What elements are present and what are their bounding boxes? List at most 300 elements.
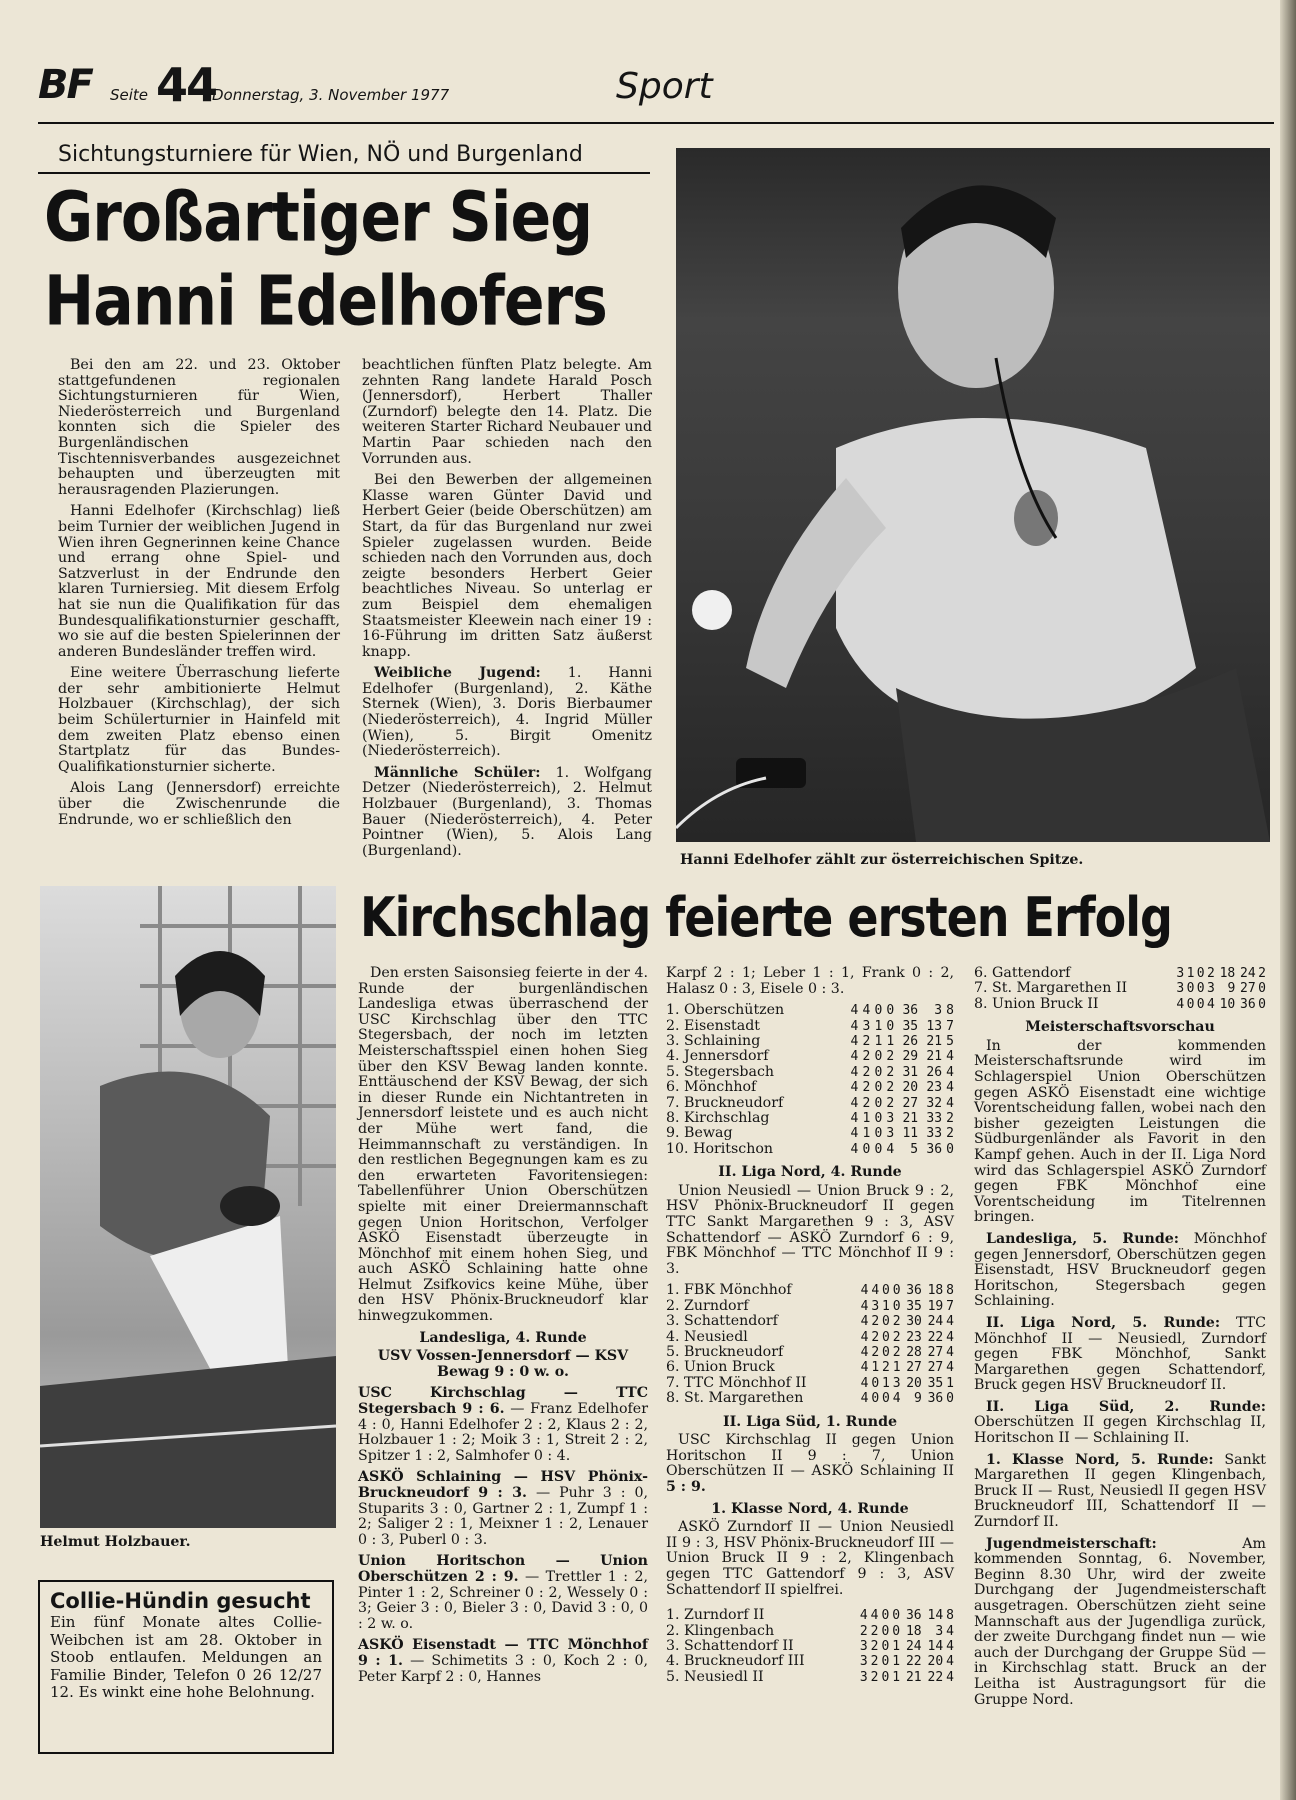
stat-cell: 4 <box>860 1283 869 1299</box>
stat-cell: 2 <box>870 1639 879 1654</box>
table-row <box>666 1299 954 1314</box>
stat-cell: 0 <box>871 1391 880 1407</box>
stat-cell: 0 <box>882 1329 890 1345</box>
stat-cell: 0 <box>874 1049 883 1065</box>
match-result <box>358 1349 648 1380</box>
stat-cell: 2 <box>870 1669 879 1685</box>
stat-cell: 33 <box>926 1111 943 1127</box>
stat-cell: 1 <box>892 1639 901 1654</box>
table-row <box>666 1003 954 1018</box>
results-maennlich-text: 1. Wolfgang Detzer (Niederösterreich), 2. Helmut Holzbauer (Burgenland), 3. Thomas Bauer (Niederösterreich), 4. Peter Pointner (Wien), 5. Alois Lang (Burgenland). <box>362 764 653 859</box>
stat-cell: 0 <box>874 1003 883 1019</box>
stat-cell: 36 <box>926 1141 943 1157</box>
stat-cell: 0 <box>874 1111 883 1127</box>
stat-cell: 2 <box>892 1329 901 1345</box>
article2-intro: Den ersten Saisonsieg feierte in der 4. Runde der burgenländischen Landesliga etwas überraschend der USC Kirchschlag über den TTC Stegersbach, der noch im letzten Meisterschaftsspiel einen hohen Sieg über den KSV Bewag landen konnte. Enttäuschend der KSV Bewag, der sich in dieser Runde ein Nichtantreten in Jennersdorf leistete und es auch nicht der Mühe wert fand, die Heimmannschaft zu verständigen. In den restlichen Begegnungen kam es zu den erwarteten Favoritensiegen: Tabellenführer Union Oberschützen spielte mit einer Dreiermannschaft gegen Union Horitschon, Verfolger ASKÖ Eisenstadt überzeugte in Mönchhof mit einem hohen Sieg, und auch ASKÖ Schlaining hatte ohne Helmut Zsifkovics keine Mühe, über den HSV Phönix-Bruckneudorf klar hinwegzukommen. <box>358 965 648 1325</box>
page-number: 44 <box>156 58 217 112</box>
stat-cell: 4 <box>946 1639 954 1654</box>
stat-cell: 4 <box>850 1034 859 1049</box>
stat-cell: 21 <box>926 1034 943 1049</box>
stat-cell: 0 <box>881 1654 890 1670</box>
team-name-cell: 7. TTC Mönchhof II <box>666 1374 807 1391</box>
preview-lead: 1. Klasse Nord, 5. Runde: <box>986 1451 1214 1468</box>
article2-column-c <box>974 966 1266 1714</box>
preview-lead: Landesliga, 5. Runde: <box>986 1230 1180 1247</box>
stat-cell: 7 <box>946 1298 954 1314</box>
article1-paragraph: Eine weitere Überraschung lieferte der sehr ambitionierte Helmut Holzbauer (Kirchschlag), der sich beim Schülerturnier in Hainfeld mit dem zweiten Platz ebenso einen Startplatz für das Bundes-Qualifikationsturnier sicherte. <box>58 665 340 775</box>
stat-cell: 4 <box>850 1003 859 1019</box>
stat-cell: 2 <box>892 1314 901 1330</box>
stat-cell: 9 <box>1227 981 1236 997</box>
article1-paragraph: Hanni Edelhofer (Kirchschlag) ließ beim Turnier der weiblichen Jugend in Wien ihren Gegnerinnen keine Chance und errang ohne Spiel- und Satzverlust in der Endrunde den klaren Turniersieg. Mit diesem Erfolg hat sie nun die Qualifikation für das Bundesqualifikationsturnier geschafft, wo sie auf die besten Spielerinnen der anderen Bundesländer treffen wird. <box>58 503 340 660</box>
stat-cell: 0 <box>892 1283 901 1299</box>
stat-cell: 0 <box>1186 996 1195 1012</box>
section-title: Sport <box>616 66 713 107</box>
stat-cell: 35 <box>902 1018 919 1034</box>
stat-cell: 26 <box>902 1034 919 1049</box>
article1-paragraph: Alois Lang (Jennersdorf) erreichte über die Zwischenrunde die Endrunde, wo er schließlich den <box>58 780 340 828</box>
table-row <box>666 1049 954 1064</box>
match-lead: USC Kirchschlag — TTC Stegersbach 9 : 6. <box>358 1385 648 1418</box>
table-row <box>666 1034 954 1049</box>
stat-cell: 4 <box>859 1608 868 1624</box>
team-name-cell: 4. Neusiedl <box>666 1328 748 1345</box>
article1-column-2 <box>362 358 652 865</box>
stat-cell: 1 <box>1186 966 1195 981</box>
table-row <box>666 1330 954 1345</box>
stat-cell: 2 <box>946 1126 954 1142</box>
table-row <box>666 1670 954 1685</box>
classified-text: Ein fünf Monate altes Collie-Weibchen ist am 28. Oktober in Stoob entlaufen. Meldungen an Familie Binder, Telefon 0 26 12/27 12. Es winkt eine hohe Belohnung. <box>50 1613 322 1701</box>
stat-cell: 18 <box>927 1283 944 1299</box>
stat-cell: 0 <box>1186 981 1195 997</box>
stat-cell: 9 <box>914 1391 922 1407</box>
stat-cell: 29 <box>902 1049 919 1065</box>
stat-cell: 4 <box>946 1314 954 1330</box>
stat-cell: 4 <box>871 1283 880 1299</box>
stat-cell: 36 <box>902 1003 919 1019</box>
stat-cell: 4 <box>850 1111 859 1127</box>
table-row <box>666 1639 954 1654</box>
stat-cell: 4 <box>850 1095 859 1111</box>
article1-headline-line2: Hanni Edelhofers <box>44 262 607 342</box>
stat-cell: 2 <box>886 1049 895 1065</box>
match-result <box>358 1554 648 1632</box>
stat-cell: 4 <box>870 1608 879 1624</box>
stat-cell: 14 <box>927 1608 944 1624</box>
stat-cell: 31 <box>902 1064 919 1080</box>
stat-cell: 23 <box>926 1080 943 1096</box>
match-lead: USV Vossen-Jennersdorf — KSV Bewag 9 : 0 w. o. <box>377 1348 629 1380</box>
stat-cell: 4 <box>860 1345 869 1361</box>
stat-cell: 4 <box>860 1375 869 1391</box>
stat-cell: 21 <box>926 1049 943 1065</box>
article1-headline-line1: Großartiger Sieg <box>44 178 593 258</box>
results-maennlich <box>362 766 652 860</box>
stat-cell: 22 <box>927 1329 944 1345</box>
stat-cell: 27 <box>927 1360 944 1376</box>
stat-cell: 4 <box>850 1141 859 1157</box>
stat-cell: 2 <box>870 1623 879 1639</box>
player2-illustration <box>40 886 336 1528</box>
table-row <box>666 1314 954 1329</box>
article2-column-a <box>358 966 648 1691</box>
preview-item <box>974 1400 1266 1447</box>
stat-cell: 1 <box>892 1669 901 1685</box>
stat-cell: 2 <box>886 1095 895 1111</box>
team-name-cell: 6. Union Bruck <box>666 1359 775 1376</box>
stat-cell: 1 <box>946 1375 954 1391</box>
stat-cell: 30 <box>906 1314 922 1330</box>
preview-text: Oberschützen II gegen Kirchschlag II, Horitschon II — Schlaining II. <box>974 1414 1266 1447</box>
stat-cell: 28 <box>906 1345 922 1361</box>
stat-cell: 0 <box>881 1639 890 1654</box>
stat-cell: 18 <box>905 1623 922 1639</box>
masthead-rule <box>38 122 1274 124</box>
team-name-cell: 3. Schattendorf II <box>666 1638 794 1654</box>
stat-cell: 4 <box>860 1329 869 1345</box>
stat-cell: 1 <box>874 1034 883 1049</box>
team-name-cell: 6. Mönchhof <box>666 1079 757 1096</box>
stat-cell: 0 <box>881 1608 890 1624</box>
table-klasse-nord-b <box>974 966 1266 1012</box>
match-result <box>358 1386 648 1464</box>
stat-cell: 4 <box>946 1623 954 1639</box>
preview-lead: II. Liga Nord, 5. Runde: <box>986 1314 1221 1331</box>
stat-cell: 0 <box>874 1141 883 1157</box>
preview-text: Am kommenden Sonntag, 6. November, Beginn 8.30 Uhr, wird der zweite Durchgang der Jugendmeisterschaft ausgetragen. Oberschützen zieht seine Mannschaft aus der Jugendliga zurück, der zweite Durchgang findet nun — wie auch der Durchgang der Gruppe Süd — in Kirchschlag statt. Bruck an der Leitha ist Austragungsort für die Gruppe Nord. <box>974 1535 1266 1708</box>
photo1-caption: Hanni Edelhofer zählt zur österreichischen Spitze. <box>680 852 1084 868</box>
table-row <box>666 1654 954 1669</box>
stat-cell: 0 <box>871 1375 880 1391</box>
stat-cell: 1 <box>871 1360 880 1376</box>
seite-label: Seite <box>110 86 149 104</box>
stat-cell: 2 <box>946 1111 954 1127</box>
table-klasse-nord-a <box>666 1608 954 1685</box>
photo2-caption: Helmut Holzbauer. <box>40 1534 191 1550</box>
stat-cell: 2 <box>886 1080 895 1096</box>
stat-cell: 2 <box>871 1329 880 1345</box>
stat-cell: 0 <box>1196 981 1205 997</box>
stat-cell: 27 <box>927 1345 944 1361</box>
match-continued: Karpf 2 : 1; Leber 1 : 1, Frank 0 : 2, Halasz 0 : 3, Eisele 0 : 3. <box>666 965 954 997</box>
stat-cell: 4 <box>850 1126 859 1142</box>
stat-cell: 5 <box>946 1034 954 1049</box>
table-row <box>666 1345 954 1360</box>
stat-cell: 0 <box>886 1018 895 1034</box>
page-edge-shadow <box>1280 0 1296 1800</box>
article2-column-b <box>666 966 954 1693</box>
stat-cell: 4 <box>946 1345 954 1361</box>
stat-cell: 21 <box>905 1669 922 1685</box>
stat-cell: 21 <box>902 1111 919 1127</box>
match-text: — Puhr 3 : 0, Stuparits 3 : 0, Gartner 2 : 1, Zumpf 1 : 2; Saliger 2 : 1, Meixner 1 : 2, Lenauer 0 : 3, Puberl 0 : 3. <box>358 1485 648 1548</box>
stat-cell: 4 <box>860 1391 869 1407</box>
stat-cell: 0 <box>886 1003 895 1019</box>
table-row <box>974 981 1266 996</box>
table-row <box>666 1283 954 1298</box>
stat-cell: 14 <box>927 1639 944 1654</box>
stat-cell: 0 <box>882 1283 890 1299</box>
table-row <box>974 966 1266 981</box>
stat-cell: 2 <box>886 1064 895 1080</box>
stat-cell: 0 <box>1258 981 1266 997</box>
table-landesliga <box>666 1003 954 1157</box>
preview-item <box>974 1232 1266 1310</box>
stat-cell: 3 <box>1176 966 1185 981</box>
stat-cell: 27 <box>1240 981 1256 997</box>
preview-lead: II. Liga Süd, 2. Runde: <box>986 1398 1266 1415</box>
liga-nord-results: Union Neusiedl — Union Bruck 9 : 2, HSV Phönix-Bruckneudorf II gegen TTC Sankt Margarethen 9 : 3, ASV Schattendorf — ASKÖ Zurndorf 6 : 9, FBK Mönchhof — TTC Mönchhof II 9 : 3. <box>666 1182 954 1277</box>
stat-cell: 5 <box>910 1141 919 1157</box>
match-result <box>358 1470 648 1548</box>
stat-cell: 2 <box>892 1345 901 1361</box>
team-name-cell: 9. Bewag <box>666 1125 733 1142</box>
paper-logo: BF <box>38 62 92 108</box>
stat-cell: 0 <box>1196 996 1205 1012</box>
table-row <box>666 1065 954 1080</box>
stat-cell: 0 <box>946 1141 954 1157</box>
stat-cell: 3 <box>859 1654 868 1670</box>
stat-cell: 3 <box>886 1111 895 1127</box>
stat-cell: 0 <box>1196 966 1205 981</box>
team-name-cell: 10. Horitschon <box>666 1140 774 1157</box>
liga-sued-score: 5 : 9. <box>666 1479 706 1496</box>
table-row <box>666 1080 954 1095</box>
team-name-cell: 8. Kirchschlag <box>666 1110 770 1127</box>
stat-cell: 4 <box>850 1049 859 1065</box>
stat-cell: 2 <box>871 1314 880 1330</box>
team-name-cell: 5. Bruckneudorf <box>666 1344 784 1361</box>
classified-title: Collie-Hündin gesucht <box>50 1589 311 1613</box>
stat-cell: 36 <box>1240 996 1256 1012</box>
stat-cell: 0 <box>892 1623 901 1639</box>
stat-cell: 10 <box>1219 996 1236 1012</box>
stat-cell: 0 <box>882 1391 890 1407</box>
table-row <box>666 1126 954 1141</box>
stat-cell: 4 <box>946 1049 954 1065</box>
stat-cell: 2 <box>862 1049 871 1065</box>
stat-cell: 1 <box>886 1034 895 1049</box>
stat-cell: 24 <box>905 1639 922 1654</box>
team-name-cell: 4. Bruckneudorf III <box>666 1653 805 1670</box>
results-weiblich-text: 1. Hanni Edelhofer (Burgenland), 2. Käthe Sternek (Wien), 3. Doris Bierbaumer (Niederösterreich), 4. Ingrid Müller (Wien), 5. Birgit Omenitz (Niederösterreich). <box>362 665 653 760</box>
table-row <box>666 1111 954 1126</box>
player-illustration <box>676 148 1270 842</box>
team-name-cell: 2. Zurndorf <box>666 1297 749 1314</box>
stat-cell: 0 <box>1258 996 1266 1012</box>
stat-cell: 0 <box>874 1126 883 1142</box>
stat-cell: 2 <box>870 1654 879 1670</box>
stat-cell: 11 <box>902 1126 919 1142</box>
stat-cell: 3 <box>871 1298 880 1314</box>
stat-cell: 0 <box>882 1345 890 1361</box>
table-row <box>666 1019 954 1034</box>
preview-item <box>974 1316 1266 1394</box>
stat-cell: 3 <box>892 1375 901 1391</box>
stat-cell: 3 <box>859 1639 868 1654</box>
article1-paragraph: Bei den Bewerben der allgemeinen Klasse waren Günter David und Herbert Geier (beide Oberschützen) am Start, da für das Burgenland nur zwei Spieler zugelassen wurden. Beide schieden nach den Vorrunden aus, doch zeigte besonders Herbert Geier beachtliches Niveau. So unterlag er zum Beispiel dem ehemaligen Staatsmeister Kleewein nach einer 19 : 16-Führung im dritten Satz äußerst knapp. <box>362 472 652 660</box>
article1-paragraph: Bei den am 22. und 23. Oktober stattgefundenen regionalen Sichtungsturnieren für Wien, Niederösterreich und Burgenland konnten sich die Spieler des Burgenländischen Tischtennisverbandes ausgezeichnet behaupten und überzeugten mit herausragenden Plazierungen. <box>58 357 340 498</box>
team-name-cell: 5. Stegersbach <box>666 1063 775 1080</box>
stat-cell: 8 <box>946 1608 954 1624</box>
stat-cell: 4 <box>946 1654 954 1670</box>
stat-cell: 4 <box>850 1064 859 1080</box>
stat-cell: 4 <box>946 1360 954 1376</box>
stat-cell: 2 <box>862 1080 871 1096</box>
stat-cell: 3 <box>1207 981 1215 997</box>
stat-cell: 20 <box>902 1080 919 1096</box>
stat-cell: 36 <box>927 1391 944 1407</box>
team-name-cell: 1. FBK Mönchhof <box>666 1282 792 1299</box>
table-row <box>666 1360 954 1375</box>
stat-cell: 32 <box>926 1095 943 1111</box>
stat-cell: 0 <box>881 1669 890 1685</box>
preview-text: TTC Mönchhof II — Neusiedl, Zurndorf gegen FBK Mönchhof, Sankt Margarethen gegen Schattendorf, Bruck gegen HSV Bruckneudorf II. <box>974 1314 1266 1394</box>
liga-sued-title: II. Liga Süd, 1. Runde <box>722 1413 898 1430</box>
results-maennlich-label: Männliche Schüler: <box>374 764 541 781</box>
match-text: — Schimetits 3 : 0, Koch 2 : 0, Peter Karpf 2 : 0, Hannes <box>358 1652 648 1685</box>
stat-cell: 4 <box>850 1018 859 1034</box>
stat-cell: 2 <box>1258 966 1266 981</box>
team-name-cell: 8. Union Bruck II <box>974 995 1099 1012</box>
stat-cell: 18 <box>1219 966 1236 981</box>
stat-cell: 4 <box>946 1080 954 1096</box>
stat-cell: 4 <box>886 1141 895 1157</box>
stat-cell: 33 <box>926 1126 943 1142</box>
stat-cell: 2 <box>862 1034 871 1049</box>
table-row <box>666 1096 954 1111</box>
stat-cell: 1 <box>892 1360 901 1376</box>
stat-cell: 7 <box>946 1018 954 1034</box>
results-weiblich <box>362 666 652 760</box>
team-name-cell: 3. Schattendorf <box>666 1313 778 1330</box>
stat-cell: 4 <box>946 1064 954 1080</box>
stat-cell: 2 <box>862 1064 871 1080</box>
article1-paragraph: beachtlichen fünften Platz belegte. Am zehnten Rang landete Harald Posch (Jennersdorf), Herbert Thaller (Zurndorf) belegte den 14. Platz. Die weiteren Starter Richard Neubauer und Martin Paar schieden nach den Vorrunden aus. <box>362 357 652 467</box>
klasse-nord-title: 1. Klasse Nord, 4. Runde <box>711 1500 909 1517</box>
team-name-cell: 6. Gattendorf <box>974 965 1071 981</box>
stat-cell: 13 <box>926 1018 943 1034</box>
stat-cell: 35 <box>927 1375 944 1391</box>
kicker-rule <box>38 172 650 174</box>
team-name-cell: 1. Zurndorf II <box>666 1607 765 1624</box>
classified-box <box>38 1580 334 1754</box>
liga-sued-text: USC Kirchschlag II gegen Union Horitschon II 9 : 7, Union Oberschützen II — ASKÖ Schlaining II <box>666 1432 954 1480</box>
stat-cell: 3 <box>935 1623 944 1639</box>
table-liga-nord <box>666 1283 954 1406</box>
stat-cell: 36 <box>906 1283 922 1299</box>
stat-cell: 8 <box>946 1283 954 1299</box>
team-name-cell: 4. Jennersdorf <box>666 1048 769 1065</box>
stat-cell: 1 <box>892 1654 901 1670</box>
photo-hanni-edelhofer <box>676 148 1270 842</box>
stat-cell: 23 <box>906 1329 922 1345</box>
stat-cell: 2 <box>882 1360 890 1376</box>
klasse-nord-results: ASKÖ Zurndorf II — Union Neusiedl II 9 : 3, HSV Phönix-Bruckneudorf III — Union Bruck II 9 : 2, Klingenbach gegen TTC Gattendorf 9 : 3, ASV Schattendorf II spielfrei. <box>666 1519 954 1598</box>
preview-item <box>974 1453 1266 1531</box>
team-name-cell: 2. Klingenbach <box>666 1622 775 1639</box>
stat-cell: 0 <box>882 1314 890 1330</box>
team-name-cell: 7. Bruckneudorf <box>666 1094 784 1111</box>
article1-column-1 <box>58 358 340 834</box>
stat-cell: 19 <box>927 1298 944 1314</box>
table-row <box>666 1391 954 1406</box>
stat-cell: 2 <box>1207 966 1215 981</box>
stat-cell: 2 <box>871 1345 880 1361</box>
team-name-cell: 5. Neusiedl II <box>666 1668 764 1685</box>
stat-cell: 8 <box>946 1003 954 1019</box>
team-name-cell: 8. St. Margarethen <box>666 1390 804 1407</box>
issue-date: Donnerstag, 3. November 1977 <box>212 86 450 104</box>
stat-cell: 2 <box>862 1095 871 1111</box>
stat-cell: 3 <box>859 1669 868 1685</box>
stat-cell: 0 <box>874 1095 883 1111</box>
stat-cell: 4 <box>860 1298 869 1314</box>
masthead <box>38 54 1274 124</box>
stat-cell: 1 <box>882 1375 890 1391</box>
stat-cell: 2 <box>859 1623 868 1639</box>
liga-nord-title: II. Liga Nord, 4. Runde <box>718 1164 902 1181</box>
stat-cell: 1 <box>862 1111 871 1127</box>
stat-cell: 1 <box>882 1298 890 1314</box>
table-row <box>666 1376 954 1391</box>
preview-text: Mönchhof gegen Jennersdorf, Oberschützen gegen Eisenstadt, HSV Bruckneudorf gegen Horitschon, Stegersbach gegen Schlaining. <box>974 1230 1266 1310</box>
stat-cell: 3 <box>886 1126 895 1142</box>
stat-cell: 4 <box>862 1003 871 1019</box>
table-row <box>666 1142 954 1157</box>
match-result <box>358 1638 648 1685</box>
stat-cell: 4 <box>850 1080 859 1096</box>
article2-headline: Kirchschlag feierte ersten Erfolg <box>360 885 1172 949</box>
team-name-cell: 2. Eisenstadt <box>666 1017 760 1034</box>
stat-cell: 4 <box>1176 996 1185 1012</box>
stat-cell: 35 <box>906 1298 922 1314</box>
stat-cell: 4 <box>1207 996 1215 1012</box>
preview-item <box>974 1537 1266 1709</box>
table-row <box>666 1624 954 1639</box>
stat-cell: 36 <box>905 1608 922 1624</box>
stat-cell: 20 <box>906 1375 922 1391</box>
stat-cell: 4 <box>946 1669 954 1685</box>
stat-cell: 0 <box>874 1080 883 1096</box>
results-weiblich-label: Weibliche Jugend: <box>374 665 541 682</box>
stat-cell: 4 <box>892 1391 901 1407</box>
match-text: — Trettler 1 : 2, Pinter 1 : 2, Schreiner 0 : 2, Wessely 0 : 3; Geier 3 : 0, Bieler 3 : 0, David 3 : 0, 0 : 2 w. o. <box>358 1568 648 1632</box>
stat-cell: 1 <box>874 1018 883 1034</box>
vorschau-title: Meisterschaftsvorschau <box>1025 1019 1215 1036</box>
article1-kicker: Sichtungsturniere für Wien, NÖ und Burgenland <box>58 142 583 167</box>
stat-cell: 1 <box>862 1126 871 1142</box>
preview-lead: Jugendmeisterschaft: <box>986 1535 1157 1552</box>
stat-cell: 22 <box>905 1654 922 1670</box>
stat-cell: 20 <box>927 1654 944 1670</box>
table-row <box>666 1608 954 1623</box>
team-name-cell: 1. Oberschützen <box>666 1002 785 1019</box>
stat-cell: 27 <box>906 1360 922 1376</box>
stat-cell: 4 <box>860 1360 869 1376</box>
stat-cell: 0 <box>892 1608 901 1624</box>
stat-cell: 0 <box>881 1623 890 1639</box>
stat-cell: 4 <box>946 1329 954 1345</box>
table-row <box>974 997 1266 1012</box>
stat-cell: 4 <box>946 1095 954 1111</box>
stat-cell: 0 <box>892 1298 901 1314</box>
team-name-cell: 7. St. Margarethen II <box>974 980 1128 997</box>
vorschau-text: In der kommenden Meisterschaftsrunde wird im Schlagerspiel Union Oberschützen gegen ASKÖ Eisenstadt eine wichtige Vorentscheidung fallen, wobei nach den bisher gezeigten Leistungen die Südburgenländer als Favorit in den Kampf gehen. Auch in der II. Liga Nord wird das Schlagerspiel ASKÖ Zurndorf gegen FBK Mönchhof eine Vorentscheidung im Titelrennen bringen. <box>974 1037 1266 1226</box>
stat-cell: 0 <box>946 1391 954 1407</box>
stat-cell: 4 <box>860 1314 869 1330</box>
